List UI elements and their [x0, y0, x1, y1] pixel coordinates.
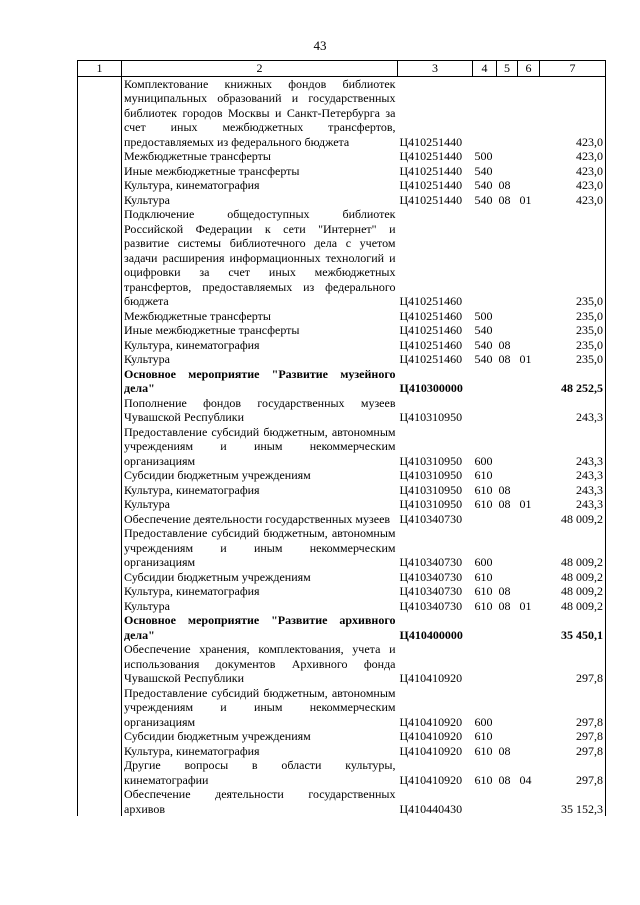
row-code-cell: Ц410410920: [399, 671, 463, 685]
row-sum-cell: 35 152,3: [540, 787, 606, 816]
table-row: [78, 193, 606, 208]
row-sum-cell: 297,8: [540, 729, 606, 744]
row-number-cell: [78, 526, 122, 570]
row-rz-cell: [497, 642, 518, 686]
row-rz-cell: [497, 207, 518, 309]
row-number-cell: [78, 425, 122, 469]
row-vr-cell: 500: [474, 308, 493, 323]
row-rz-cell: [497, 76, 518, 149]
row-code-cell: Ц410310950: [399, 482, 463, 497]
row-pr-cell: 01: [519, 352, 532, 366]
row-rz-cell: [497, 468, 518, 483]
row-sum-cell: 297,8: [540, 686, 606, 730]
row-number-cell: [78, 744, 122, 759]
row-sum-cell: 243,3: [540, 425, 606, 469]
row-rz-cell: 08: [498, 178, 511, 192]
row-sum-cell: 423,0: [540, 164, 606, 179]
row-code-cell: Ц410340730: [399, 511, 463, 526]
row-rz-cell: [497, 729, 518, 744]
row-number-cell: [78, 149, 122, 164]
row-code-cell: Ц410440430: [399, 801, 463, 816]
row-vr-cell: [473, 207, 497, 309]
row-name-cell: Культура, кинематография: [124, 584, 260, 598]
row-vr-cell: 540: [474, 192, 493, 207]
row-number-cell: [78, 497, 122, 512]
table-row: [78, 309, 606, 324]
row-pr-cell: [518, 526, 540, 570]
table-row: [78, 207, 606, 309]
row-sum-cell: 423,0: [540, 178, 606, 193]
row-rz-cell: 08: [498, 772, 511, 787]
row-vr-cell: 540: [474, 163, 493, 178]
row-vr-cell: 610: [474, 772, 493, 787]
row-pr-cell: [518, 76, 540, 149]
row-name-cell: Обеспечение деятельности государственных музеев: [124, 511, 391, 526]
row-sum-cell: 423,0: [540, 149, 606, 164]
table-row: [78, 497, 606, 512]
table-row: [78, 425, 606, 469]
row-pr-cell: [518, 149, 540, 164]
row-pr-cell: [518, 338, 540, 353]
row-vr-cell: 600: [474, 453, 493, 468]
row-code-cell: Ц410251460: [399, 294, 463, 308]
row-code-cell: Ц410340730: [399, 555, 463, 569]
row-vr-cell: [473, 512, 497, 527]
row-code-cell: Ц410410920: [399, 743, 463, 758]
row-code-cell: Ц410251440: [399, 149, 463, 163]
row-rz-cell: [497, 309, 518, 324]
row-code-cell: Ц410400000: [399, 627, 463, 642]
row-code-cell: Ц410251440: [399, 163, 463, 178]
row-pr-cell: [518, 584, 540, 599]
row-name-cell: Предоставление субсидий бюджетным, автономным учреждениям и иным некоммерческим организациям: [124, 685, 396, 729]
row-number-cell: [78, 352, 122, 367]
row-number-cell: [78, 729, 122, 744]
row-pr-cell: [518, 686, 540, 730]
table-row: [78, 584, 606, 599]
row-sum-cell: 48 009,2: [540, 570, 606, 585]
row-pr-cell: 01: [519, 497, 532, 511]
row-pr-cell: [518, 787, 540, 816]
table-row: [78, 76, 606, 149]
table-row: [78, 744, 606, 759]
row-code-cell: Ц410251460: [399, 337, 463, 352]
row-sum-cell: 423,0: [540, 193, 606, 208]
row-number-cell: [78, 642, 122, 686]
row-code-cell: Ц410251440: [399, 192, 463, 207]
row-name-cell: Подключение общедоступных библиотек Российской Федерации к сети "Интернет" и развитие системы библиотечного дела с учетом задачи расширения информационных технологий и оцифровки за счет иных межбюджетных трансфертов, предоставляемых из федерального бюджета: [124, 207, 396, 308]
row-vr-cell: [473, 613, 497, 642]
row-rz-cell: 08: [498, 482, 511, 497]
header-col-5: 5: [497, 61, 518, 77]
row-pr-cell: [518, 483, 540, 498]
header-col-6: 6: [518, 61, 540, 77]
table-body: [78, 76, 606, 816]
row-number-cell: [78, 613, 122, 642]
header-col-7: 7: [540, 61, 606, 77]
row-code-cell: Ц410310950: [399, 497, 463, 511]
table-row: [78, 758, 606, 787]
row-code-cell: Ц410251460: [399, 352, 463, 366]
row-sum-cell: 235,0: [540, 309, 606, 324]
table-row: [78, 178, 606, 193]
row-number-cell: [78, 599, 122, 614]
row-sum-cell: 243,3: [540, 396, 606, 425]
row-sum-cell: 235,0: [540, 323, 606, 338]
row-vr-cell: 610: [474, 584, 493, 598]
table-row: [78, 729, 606, 744]
row-vr-cell: [473, 367, 497, 396]
row-name-cell: Культура, кинематография: [124, 482, 260, 497]
row-sum-cell: 235,0: [540, 338, 606, 353]
row-vr-cell: 540: [474, 352, 493, 366]
row-name-cell: Предоставление субсидий бюджетным, автономным учреждениям и иным некоммерческим организациям: [124, 424, 396, 468]
row-code-cell: Ц410410920: [399, 714, 463, 729]
row-rz-cell: [497, 164, 518, 179]
table-row: [78, 599, 606, 614]
table-row: [78, 613, 606, 642]
row-name-cell: Культура: [124, 497, 170, 511]
row-code-cell: Ц410410920: [399, 729, 463, 743]
row-rz-cell: [497, 425, 518, 469]
table-row: [78, 164, 606, 179]
table-header: [78, 61, 606, 77]
table-row: [78, 396, 606, 425]
row-sum-cell: 235,0: [540, 207, 606, 309]
row-vr-cell: 610: [474, 468, 493, 482]
row-name-cell: Культура: [124, 352, 170, 366]
row-sum-cell: 48 009,2: [540, 512, 606, 527]
header-col-2: 2: [122, 61, 398, 77]
table-row: [78, 526, 606, 570]
row-sum-cell: 297,8: [540, 642, 606, 686]
row-name-cell: Обеспечение деятельности государственных архивов: [124, 787, 396, 816]
row-code-cell: Ц410310950: [399, 453, 463, 468]
row-code-cell: Ц410410920: [399, 772, 463, 787]
row-name-cell: Субсидии бюджетным учреждениям: [124, 569, 311, 584]
row-code-cell: Ц410340730: [399, 584, 463, 598]
table-row: [78, 483, 606, 498]
table-row: [78, 352, 606, 367]
row-rz-cell: [497, 686, 518, 730]
row-number-cell: [78, 76, 122, 149]
row-number-cell: [78, 787, 122, 816]
row-name-cell: Иные межбюджетные трансферты: [124, 163, 300, 178]
row-rz-cell: [497, 323, 518, 338]
row-vr-cell: 610: [474, 743, 493, 758]
row-pr-cell: [518, 613, 540, 642]
row-sum-cell: 235,0: [540, 352, 606, 367]
row-sum-cell: 243,3: [540, 497, 606, 512]
row-pr-cell: 01: [519, 598, 532, 613]
row-name-cell: Другие вопросы в области культуры, кинематографии: [124, 758, 396, 787]
page-number: 43: [313, 38, 327, 53]
row-vr-cell: 540: [474, 337, 493, 352]
row-name-cell: Комплектование книжных фондов библиотек муниципальных образований и государственных библиотек городов Москвы и Санкт-Петербурга за счет иных межбюджетных трансфертов, предоставляемых из федерального бюджета: [124, 76, 396, 149]
row-sum-cell: 48 009,2: [540, 599, 606, 614]
table-row: [78, 323, 606, 338]
row-pr-cell: 01: [519, 192, 532, 207]
row-number-cell: [78, 686, 122, 730]
row-number-cell: [78, 207, 122, 309]
row-pr-cell: [518, 729, 540, 744]
row-sum-cell: 48 009,2: [540, 584, 606, 599]
row-number-cell: [78, 396, 122, 425]
row-number-cell: [78, 367, 122, 396]
row-code-cell: Ц410340730: [399, 569, 463, 584]
row-number-cell: [78, 193, 122, 208]
row-number-cell: [78, 570, 122, 585]
header-col-1: 1: [78, 61, 122, 77]
row-code-cell: Ц410251440: [399, 178, 463, 192]
row-code-cell: Ц410310950: [399, 468, 463, 482]
row-name-cell: Культура: [124, 598, 170, 613]
row-code-cell: Ц410251460: [399, 323, 463, 337]
table-row: [78, 512, 606, 527]
row-pr-cell: 04: [519, 772, 532, 787]
row-vr-cell: 540: [474, 323, 493, 337]
table-row: [78, 468, 606, 483]
row-rz-cell: [497, 526, 518, 570]
row-code-cell: Ц410251440: [399, 134, 463, 149]
row-sum-cell: 297,8: [540, 758, 606, 787]
row-vr-cell: 610: [474, 569, 493, 584]
row-number-cell: [78, 309, 122, 324]
row-name-cell: Иные межбюджетные трансферты: [124, 323, 300, 337]
table-row: [78, 787, 606, 816]
row-name-cell: Межбюджетные трансферты: [124, 149, 271, 163]
row-pr-cell: [518, 367, 540, 396]
row-number-cell: [78, 468, 122, 483]
row-pr-cell: [518, 178, 540, 193]
row-number-cell: [78, 483, 122, 498]
row-name-cell: Предоставление субсидий бюджетным, автономным учреждениям и иным некоммерческим организациям: [124, 526, 396, 569]
row-name-cell: Основное мероприятие "Развитие музейного дела": [124, 366, 396, 395]
row-rz-cell: [497, 570, 518, 585]
row-sum-cell: 35 450,1: [540, 613, 606, 642]
table-row: [78, 686, 606, 730]
row-rz-cell: [497, 367, 518, 396]
row-sum-cell: 297,8: [540, 744, 606, 759]
row-rz-cell: [497, 613, 518, 642]
row-sum-cell: 48 009,2: [540, 526, 606, 570]
row-pr-cell: [518, 309, 540, 324]
row-name-cell: Субсидии бюджетным учреждениям: [124, 729, 311, 743]
row-pr-cell: [518, 642, 540, 686]
row-vr-cell: 610: [474, 482, 493, 497]
row-pr-cell: [518, 570, 540, 585]
row-name-cell: Культура: [124, 192, 170, 207]
table-row: [78, 367, 606, 396]
row-vr-cell: [473, 396, 497, 425]
row-name-cell: Межбюджетные трансферты: [124, 308, 271, 323]
row-pr-cell: [518, 207, 540, 309]
row-sum-cell: 243,3: [540, 483, 606, 498]
row-vr-cell: 500: [474, 149, 493, 163]
row-rz-cell: [497, 149, 518, 164]
row-name-cell: Культура, кинематография: [124, 178, 260, 192]
table-row: [78, 570, 606, 585]
row-code-cell: Ц410300000: [399, 381, 463, 395]
row-number-cell: [78, 178, 122, 193]
table-row: [78, 338, 606, 353]
row-vr-cell: 610: [474, 598, 493, 613]
row-pr-cell: [518, 323, 540, 338]
header-col-3: 3: [398, 61, 473, 77]
table-row: [78, 149, 606, 164]
row-name-cell: Обеспечение хранения, комплектования, учета и использования документов Архивного фонда Чувашской Республики: [124, 642, 396, 685]
row-sum-cell: 423,0: [540, 76, 606, 149]
row-pr-cell: [518, 396, 540, 425]
row-number-cell: [78, 338, 122, 353]
row-rz-cell: 08: [498, 598, 511, 613]
row-number-cell: [78, 584, 122, 599]
row-code-cell: Ц410340730: [399, 598, 463, 613]
row-vr-cell: 540: [474, 178, 493, 192]
row-vr-cell: 600: [474, 555, 493, 569]
row-rz-cell: 08: [498, 352, 511, 366]
row-rz-cell: [497, 396, 518, 425]
row-name-cell: Культура, кинематография: [124, 337, 260, 352]
row-vr-cell: 610: [474, 497, 493, 511]
row-code-cell: Ц410251460: [399, 308, 463, 323]
row-name-cell: Основное мероприятие "Развитие архивного дела": [124, 613, 396, 642]
row-pr-cell: [518, 468, 540, 483]
row-rz-cell: 08: [498, 192, 511, 207]
row-rz-cell: 08: [498, 497, 511, 511]
row-sum-cell: 243,3: [540, 468, 606, 483]
row-number-cell: [78, 512, 122, 527]
row-code-cell: Ц410310950: [399, 410, 463, 424]
row-rz-cell: 08: [498, 337, 511, 352]
row-sum-cell: 48 252,5: [540, 367, 606, 396]
header-col-4: 4: [473, 61, 497, 77]
row-name-cell: Культура, кинематография: [124, 743, 260, 758]
row-pr-cell: [518, 425, 540, 469]
row-vr-cell: 610: [474, 729, 493, 743]
row-vr-cell: 600: [474, 714, 493, 729]
header-row: [78, 61, 606, 77]
budget-table: [77, 60, 606, 816]
row-name-cell: Субсидии бюджетным учреждениям: [124, 468, 311, 482]
row-pr-cell: [518, 512, 540, 527]
row-vr-cell: [473, 787, 497, 816]
row-rz-cell: [497, 512, 518, 527]
row-rz-cell: 08: [498, 743, 511, 758]
row-number-cell: [78, 758, 122, 787]
row-pr-cell: [518, 164, 540, 179]
row-number-cell: [78, 323, 122, 338]
row-vr-cell: [473, 76, 497, 149]
row-vr-cell: [473, 642, 497, 686]
row-rz-cell: 08: [498, 584, 511, 598]
row-number-cell: [78, 164, 122, 179]
row-pr-cell: [518, 744, 540, 759]
row-rz-cell: [497, 787, 518, 816]
table-row: [78, 642, 606, 686]
row-name-cell: Пополнение фондов государственных музеев Чувашской Республики: [124, 395, 396, 424]
